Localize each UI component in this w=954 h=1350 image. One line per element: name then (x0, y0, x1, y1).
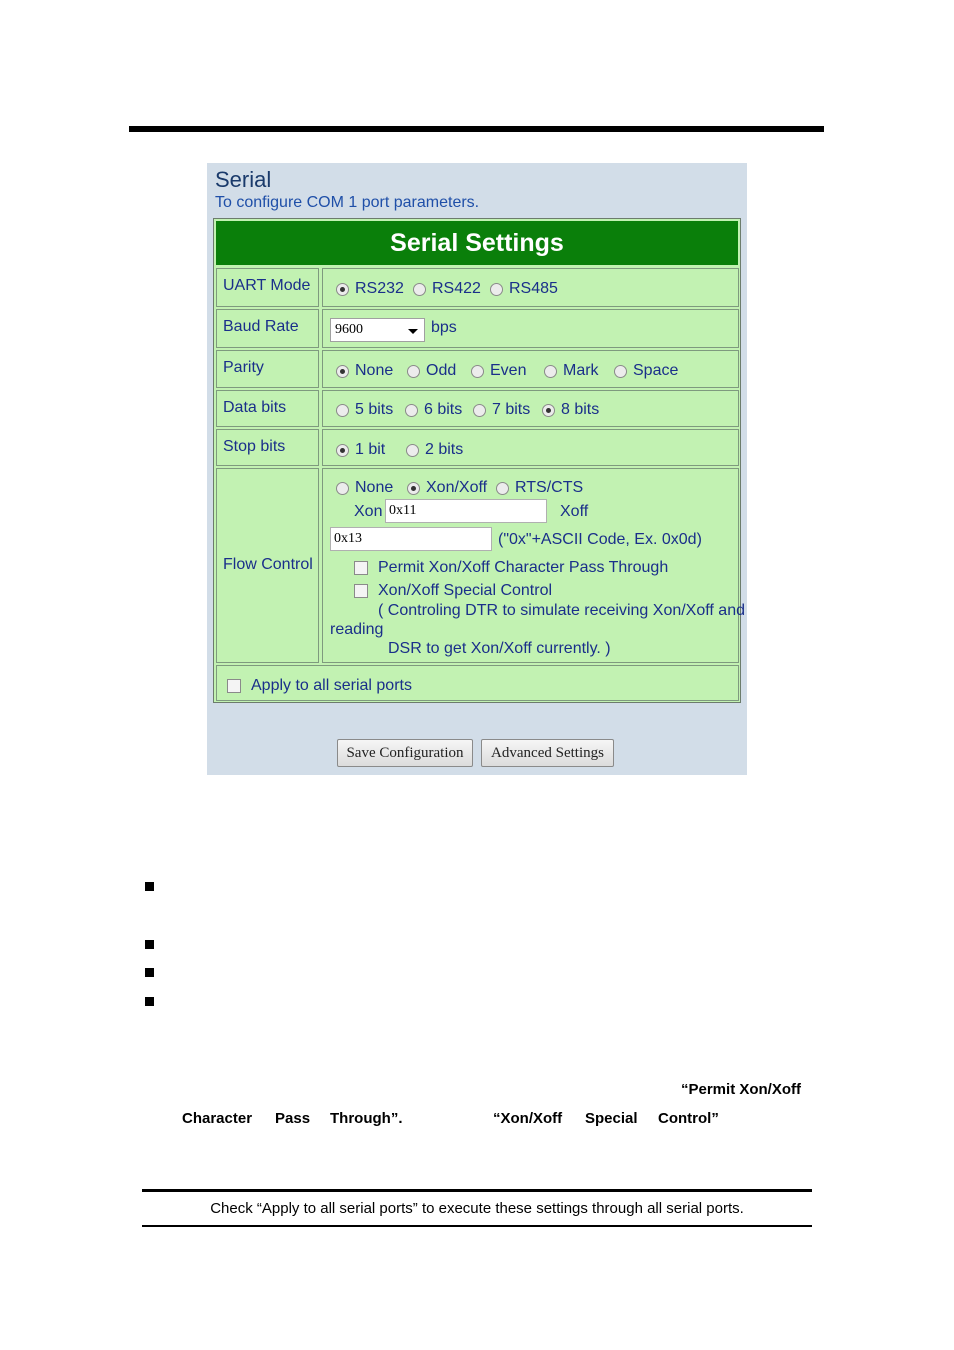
flow-control-row (322, 468, 745, 663)
serial-settings-table (213, 218, 745, 703)
radio-icon (496, 482, 509, 495)
radio-icon (544, 365, 557, 378)
special-control-checkbox[interactable]: Xon/Xoff Special Control (354, 582, 552, 600)
baud-rate-row (322, 309, 739, 348)
flow-control-label: Flow Control (216, 468, 319, 663)
bullet-icon (145, 882, 154, 891)
xon-label: Xon (354, 503, 383, 520)
special-quote-text: “Xon/Xoff (493, 1110, 563, 1127)
stop-bits-row (322, 429, 739, 466)
xoff-label: Xoff (560, 503, 589, 520)
uart-mode-row (322, 268, 739, 307)
radio-selected-icon (336, 365, 349, 378)
radio-icon (336, 482, 349, 495)
data-bits-8-radio[interactable]: 8 bits (542, 401, 599, 419)
baud-rate-label: Baud Rate (216, 309, 319, 348)
parity-mark-radio[interactable]: Mark (544, 362, 599, 380)
baud-rate-select[interactable]: 9600 (330, 318, 425, 342)
permit-passthrough-checkbox[interactable]: Permit Xon/Xoff Character Pass Through (354, 559, 668, 577)
ascii-code-hint: ("0x"+ASCII Code, Ex. 0x0d) (498, 531, 702, 548)
parity-odd-radio[interactable]: Odd (407, 362, 456, 380)
stop-bits-label: Stop bits (216, 429, 319, 466)
control-word: Control” (658, 1110, 719, 1127)
panel-title: Serial (215, 167, 272, 192)
radio-icon (336, 404, 349, 417)
stop-bits-1-radio[interactable]: 1 bit (336, 441, 385, 459)
data-bits-label: Data bits (216, 390, 319, 427)
flow-rtscts-radio[interactable]: RTS/CTS (496, 479, 583, 497)
special-control-desc-3: DSR to get Xon/Xoff currently. ) (388, 640, 611, 657)
radio-icon (407, 365, 420, 378)
apply-all-row (216, 665, 739, 701)
baud-rate-unit: bps (431, 319, 457, 336)
radio-selected-icon (336, 283, 349, 296)
bullet-icon (145, 968, 154, 977)
header-rule (129, 126, 824, 132)
uart-mode-label: UART Mode (216, 268, 319, 307)
note-rule-bottom (142, 1225, 812, 1227)
special-word: Special (585, 1110, 638, 1127)
radio-selected-icon (336, 444, 349, 457)
panel-subtitle: To configure COM 1 port parameters. (215, 194, 480, 211)
serial-config-panel (207, 163, 747, 775)
advanced-settings-button[interactable]: Advanced Settings (481, 739, 614, 767)
radio-icon (614, 365, 627, 378)
flow-xonxoff-radio[interactable]: Xon/Xoff (407, 479, 487, 497)
data-bits-7-radio[interactable]: 7 bits (473, 401, 530, 419)
parity-none-radio[interactable]: None (336, 362, 393, 380)
data-bits-6-radio[interactable]: 6 bits (405, 401, 462, 419)
radio-selected-icon (542, 404, 555, 417)
radio-icon (473, 404, 486, 417)
save-configuration-button[interactable]: Save Configuration (337, 739, 473, 767)
radio-selected-icon (407, 482, 420, 495)
bullet-icon (145, 997, 154, 1006)
xon-input[interactable]: 0x11 (385, 499, 547, 523)
radio-icon (406, 444, 419, 457)
permit-quote-text: “Permit Xon/Xoff (681, 1081, 802, 1098)
radio-icon (471, 365, 484, 378)
checkbox-icon (354, 561, 368, 575)
special-control-desc-2: reading (330, 621, 384, 638)
note-text: Check “Apply to all serial ports” to execute these settings through all serial ports. (210, 1200, 744, 1217)
parity-space-radio[interactable]: Space (614, 362, 678, 380)
chevron-down-icon (408, 329, 418, 334)
parity-label: Parity (216, 350, 319, 388)
bullet-icon (145, 940, 154, 949)
checkbox-icon (354, 584, 368, 598)
parity-even-radio[interactable]: Even (471, 362, 526, 380)
stop-bits-2-radio[interactable]: 2 bits (406, 441, 463, 459)
radio-icon (405, 404, 418, 417)
uart-rs422-radio[interactable]: RS422 (413, 280, 481, 298)
flow-none-radio[interactable]: None (336, 479, 393, 497)
data-bits-5-radio[interactable]: 5 bits (336, 401, 393, 419)
uart-rs232-radio[interactable]: RS232 (336, 280, 404, 298)
radio-icon (413, 283, 426, 296)
checkbox-icon (227, 679, 241, 693)
data-bits-row (322, 390, 739, 427)
uart-rs485-radio[interactable]: RS485 (490, 280, 558, 298)
xoff-input[interactable]: 0x13 (330, 527, 492, 551)
through-word: Through”. (330, 1110, 403, 1127)
parity-row (322, 350, 739, 388)
note-rule-top (142, 1189, 812, 1192)
apply-all-checkbox[interactable]: Apply to all serial ports (227, 677, 412, 695)
radio-icon (490, 283, 503, 296)
pass-word: Pass (275, 1110, 311, 1127)
special-control-desc-1: ( Controling DTR to simulate receiving Xon/Xoff and (378, 602, 745, 619)
character-word: Character (182, 1110, 253, 1127)
settings-header: Serial Settings (216, 221, 738, 265)
